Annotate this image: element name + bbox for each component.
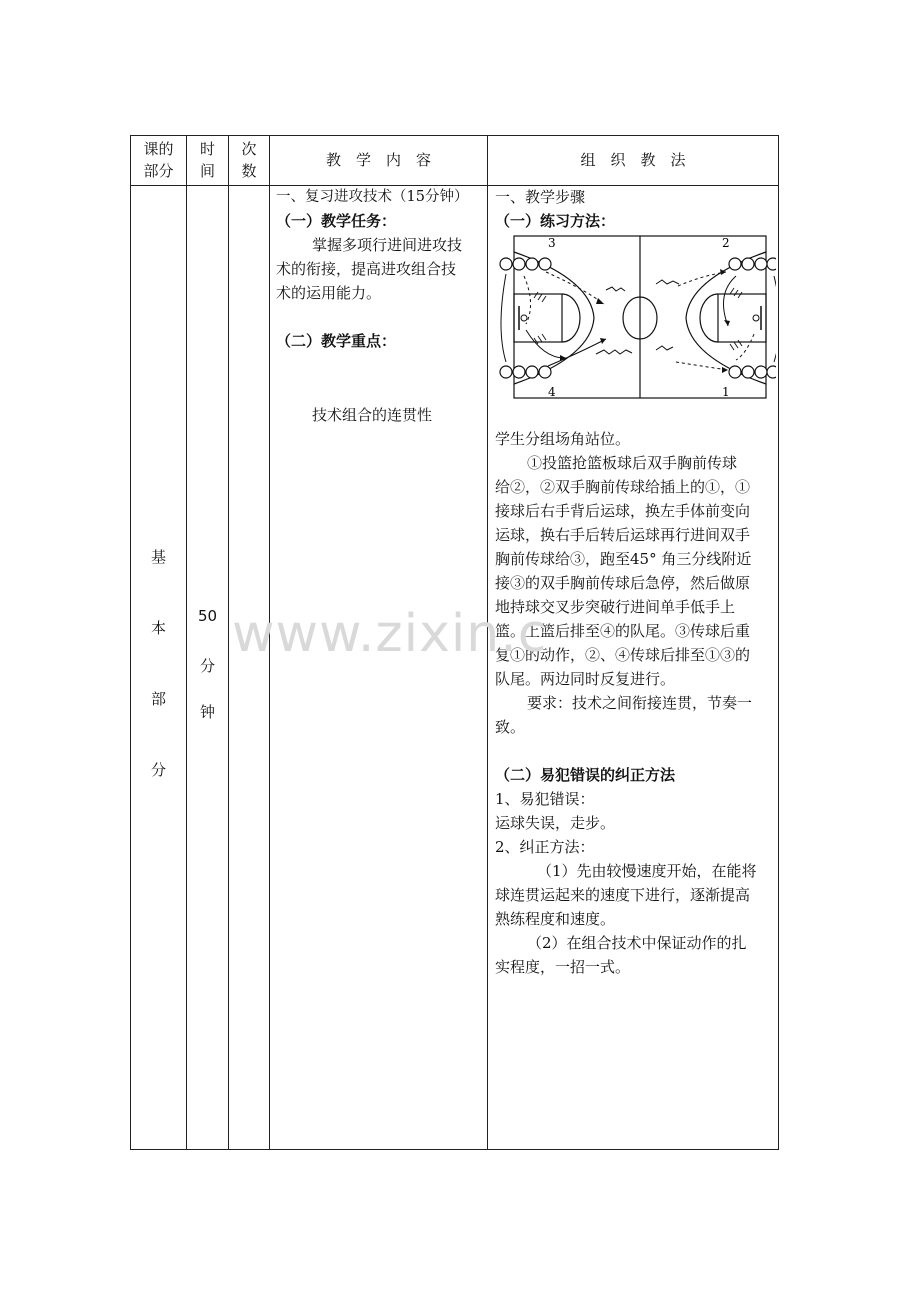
steps-line-2: 给②，②双手胸前传球给插上的①，① bbox=[495, 478, 751, 496]
movement-paths bbox=[501, 272, 776, 370]
section-part bbox=[131, 546, 186, 830]
right-basket bbox=[753, 315, 759, 321]
steps-line-8: 篮。上篮后排至④的队尾。③传球后重 bbox=[495, 622, 751, 640]
steps-line-3: 接球后右手背后运球，换左手体前变向 bbox=[495, 502, 751, 520]
header-time-line1: 时 bbox=[199, 140, 215, 158]
correction2-line-1: （2）在组合技术中保证动作的扎 bbox=[527, 934, 747, 952]
players-bottom-left bbox=[500, 366, 551, 378]
station-text: 学生分组场角站位。 bbox=[495, 430, 631, 448]
header-part bbox=[131, 138, 186, 182]
steps-line-5: 胸前传球给③，跑至45° 角三分线附近 bbox=[495, 550, 752, 568]
corner-label-3: 3 bbox=[548, 236, 556, 250]
header-count bbox=[229, 138, 269, 182]
task-heading: （一）教学任务： bbox=[276, 212, 397, 230]
header-content: 教 学 内 容 bbox=[325, 151, 431, 169]
correction1-line-1: （1）先由较慢速度开始，在能将 bbox=[537, 862, 757, 880]
errors-heading: （二）易犯错误的纠正方法 bbox=[495, 766, 676, 784]
header-time bbox=[187, 138, 228, 182]
steps-line-4: 运球，换右手后转后运球再行进间双手 bbox=[495, 526, 751, 544]
watermark: www.zixin.c bbox=[232, 604, 548, 664]
header-part-line2: 部分 bbox=[143, 162, 174, 180]
focus-heading: （二）教学重点： bbox=[276, 332, 397, 350]
right-three-point-arc bbox=[686, 252, 766, 384]
header-time-line2: 间 bbox=[199, 162, 215, 180]
method-title: 一、教学步骤 bbox=[495, 188, 586, 206]
practice-heading: （一）练习方法： bbox=[495, 212, 616, 230]
steps-line-6: 接③的双手胸前传球后急停，然后做原 bbox=[495, 574, 751, 592]
time-unit-2: 钟 bbox=[199, 703, 215, 721]
right-free-throw-arc bbox=[700, 294, 718, 342]
requirement-line-1: 要求：技术之间衔接连贯，节奏一 bbox=[527, 694, 753, 712]
part-char-2: 本 bbox=[150, 619, 166, 637]
task-line-2: 术的衔接，提高进攻组合技 bbox=[276, 260, 457, 278]
steps-line-9: 复①的动作，②、④传球后排至①③的 bbox=[495, 646, 751, 664]
correction2-line-2: 实程度，一招一式。 bbox=[495, 958, 631, 976]
section-time bbox=[187, 607, 228, 747]
corner-label-1: 1 bbox=[722, 385, 730, 399]
steps-line-7: 地持球交叉步突破行进间单手低手上 bbox=[495, 598, 736, 616]
time-value: 50 bbox=[197, 607, 218, 625]
part-char-4: 分 bbox=[150, 761, 166, 779]
left-three-point-arc bbox=[514, 252, 594, 384]
focus-text: 技术组合的连贯性 bbox=[312, 406, 433, 424]
players-top-right bbox=[729, 258, 776, 270]
steps-line-1: ①投篮抢篮板球后双手胸前传球 bbox=[527, 454, 738, 472]
correction1-line-3: 熟练程度和速度。 bbox=[495, 910, 616, 928]
time-unit-1: 分 bbox=[199, 657, 215, 675]
errors-text: 运球失误，走步。 bbox=[495, 814, 616, 832]
task-line-3: 术的运用能力。 bbox=[276, 284, 382, 302]
header-method: 组 织 教 法 bbox=[580, 151, 686, 169]
corner-label-2: 2 bbox=[722, 236, 730, 250]
players-top-left bbox=[500, 258, 551, 270]
steps-line-10: 队尾。两边同时反复进行。 bbox=[495, 670, 676, 688]
header-count-line2: 数 bbox=[241, 162, 257, 180]
header-count-line1: 次 bbox=[241, 140, 257, 158]
corner-label-4: 4 bbox=[548, 385, 556, 399]
part-char-3: 部 bbox=[150, 690, 166, 708]
court-diagram bbox=[496, 234, 776, 402]
part-char-1: 基 bbox=[150, 548, 166, 566]
correction-label: 2、纠正方法： bbox=[495, 838, 595, 856]
requirement-line-2: 致。 bbox=[495, 718, 526, 736]
left-basket bbox=[521, 315, 527, 321]
content-title: 一、复习进攻技术（15分钟） bbox=[276, 189, 469, 205]
left-free-throw-arc bbox=[562, 294, 580, 342]
players-bottom-right bbox=[729, 366, 776, 378]
task-line-1: 掌握多项行进间进攻技 bbox=[312, 236, 463, 254]
header-part-line1: 课的 bbox=[143, 140, 174, 158]
correction1-line-2: 球连贯运起来的速度下进行，逐渐提高 bbox=[495, 886, 751, 904]
errors-label: 1、易犯错误： bbox=[495, 790, 595, 808]
